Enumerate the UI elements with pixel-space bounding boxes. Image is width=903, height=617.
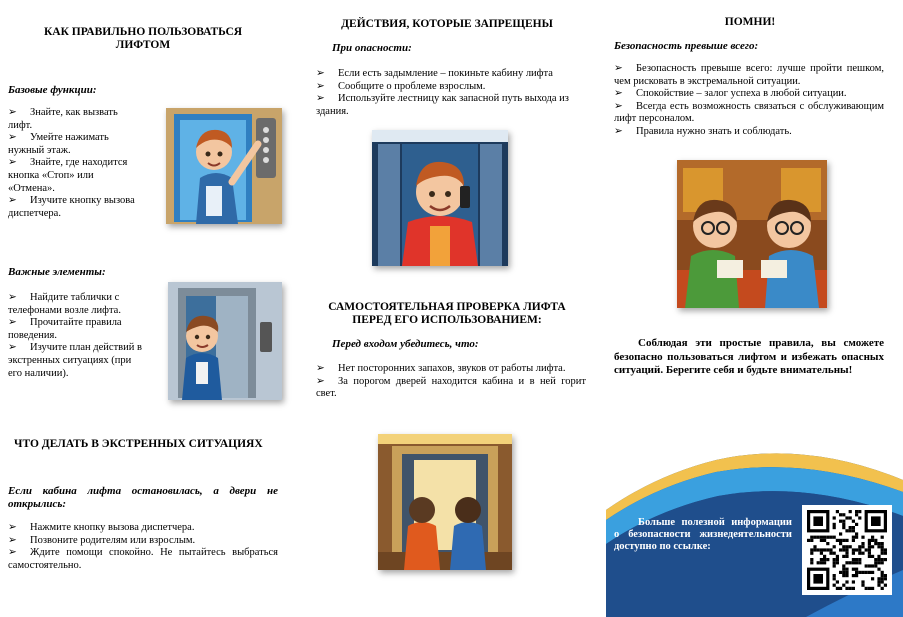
bullet-icon: ➢ (8, 157, 17, 169)
list-item: ➢ Знайте, где находится кнопка «Стоп» или «Отмена». (8, 157, 128, 194)
column-middle (312, 0, 587, 617)
info-banner (606, 420, 903, 617)
bullet-icon: ➢ (614, 63, 623, 74)
bullet-icon: ➢ (316, 93, 325, 105)
list-item: ➢ Изучите план действий в экстренных ситуациях (при его наличии). (8, 342, 142, 379)
bullet-icon: ➢ (8, 195, 17, 207)
list-item: ➢ Найдите таблички с телефонами возле лифта. (8, 292, 121, 316)
bullet-icon: ➢ (8, 547, 17, 559)
qr-code-icon (802, 505, 892, 595)
title-self-check: САМОСТОЯТЕЛЬНАЯ ПРОВЕРКА ЛИФТА ПЕРЕД ЕГО ИСПОЛЬЗОВАНИЕМ: (328, 301, 566, 326)
info-text: Больше полезной информации о безопасности жизнедеятельности доступно по ссылке: (614, 517, 792, 552)
closing-paragraph: Соблюдая эти простые правила, вы сможете безопасно пользоваться лифтом и избежать опасных ситуаций. Берегите себя и будьте внимательны! (614, 337, 884, 376)
list-item: ➢ Прочитайте правила поведения. (8, 317, 122, 341)
list-item: ➢ Используйте лестницу как запасной путь выхода из здания. (316, 93, 569, 117)
heading-check: Перед входом убедитесь, что: (332, 338, 479, 350)
illustration-boy-on-phone (372, 130, 508, 266)
list-item: ➢ Нажмите кнопку вызова диспетчера. (8, 522, 195, 533)
list-remember (614, 63, 884, 139)
illustration-boy-pressing-button (166, 108, 282, 224)
bullet-icon: ➢ (8, 317, 17, 329)
column-left (8, 0, 280, 617)
title-emergency: ЧТО ДЕЛАТЬ В ЭКСТРЕННЫХ СИТУАЦИЯХ (14, 438, 263, 450)
bullet-icon: ➢ (316, 363, 325, 374)
qr-code[interactable] (802, 505, 892, 595)
bullet-icon: ➢ (8, 292, 17, 303)
bullet-icon: ➢ (614, 125, 623, 137)
illustration-boys-reading (677, 160, 827, 308)
bullet-icon: ➢ (316, 68, 325, 79)
list-item: ➢ Безопасность превыше всего: лучше пройти пешком, чем рисковать в экстремальной ситуации. (614, 63, 884, 87)
list-item: ➢ Позвоните родителям или взрослым. (8, 534, 196, 546)
list-item: ➢ Если есть задымление – покиньте кабину лифта (316, 68, 553, 79)
bullet-icon: ➢ (8, 132, 17, 144)
list-item: ➢ Правила нужно знать и соблюдать. (614, 125, 792, 137)
bullet-icon: ➢ (316, 80, 325, 92)
list-emergency (8, 522, 278, 572)
list-item: ➢ Сообщите о проблеме взрослым. (316, 80, 486, 92)
illustration-boys-entering-elevator (378, 434, 512, 570)
bullet-icon: ➢ (316, 375, 325, 387)
list-basic-functions (8, 107, 143, 220)
bullet-icon: ➢ (8, 342, 17, 354)
list-check (316, 363, 586, 401)
list-item: ➢ За порогом дверей находится кабина и в ней горит свет. (316, 375, 586, 400)
heading-emergency: Если кабина лифта остановилась, а двери не открылись: (8, 485, 278, 510)
list-important-elements (8, 292, 143, 380)
bullet-icon: ➢ (8, 534, 17, 546)
list-item: ➢ Изучите кнопку вызова диспетчера. (8, 195, 135, 219)
heading-danger: При опасности: (332, 42, 412, 54)
bullet-icon: ➢ (614, 88, 623, 100)
title-how-to-use: КАК ПРАВИЛЬНО ПОЛЬЗОВАТЬСЯ ЛИФТОМ (43, 26, 243, 51)
bullet-icon: ➢ (614, 100, 623, 112)
list-item: ➢ Знайте, как вызвать лифт. (8, 107, 118, 131)
title-remember: ПОМНИ! (724, 16, 776, 28)
list-item: ➢ Спокойствие – залог успеха в любой ситуации. (614, 88, 847, 100)
list-item: ➢ Ждите помощи спокойно. Не пытайтесь выбраться самостоятельно. (8, 547, 278, 571)
heading-safety-first: Безопасность превыше всего: (614, 40, 759, 52)
list-item: ➢ Нет посторонних запахов, звуков от работы лифта. (316, 363, 566, 374)
illustration-boy-at-elevator (168, 282, 282, 400)
heading-basic-functions: Базовые функции: (8, 84, 97, 96)
heading-important-elements: Важные элементы: (8, 266, 106, 278)
list-item: ➢ Всегда есть возможность связаться с обслуживающим лифт персоналом. (614, 100, 884, 125)
bullet-icon: ➢ (8, 107, 17, 118)
list-item: ➢ Умейте нажимать нужный этаж. (8, 132, 109, 156)
bullet-icon: ➢ (8, 522, 17, 533)
list-danger (316, 68, 588, 118)
title-prohibited-actions: ДЕЙСТВИЯ, КОТОРЫЕ ЗАПРЕЩЕНЫ (341, 18, 553, 30)
